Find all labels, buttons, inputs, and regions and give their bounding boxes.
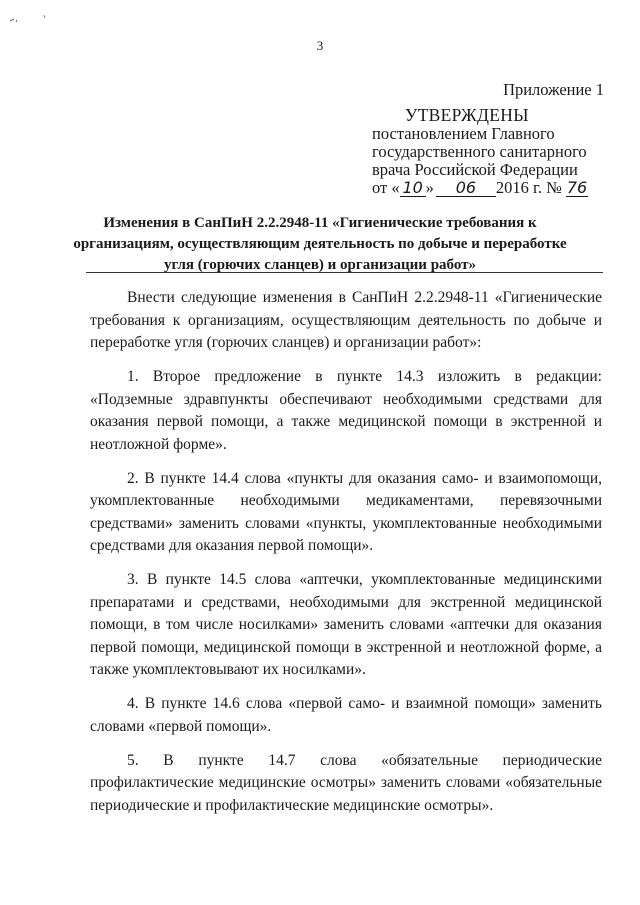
handwritten-number: 76	[566, 178, 588, 197]
approval-line: государственного санитарного	[372, 142, 587, 161]
date-day-suffix: »	[425, 178, 434, 197]
approval-date-line	[372, 179, 612, 197]
approval-line: постановлением Главного	[372, 124, 555, 143]
intro-paragraph: Внести следующие изменения в СанПиН 2.2.2948-11 «Гигиенические требования к организациям, осуществляющим деятельность по добыче и переработке угля (горючих сланцев) и организации работ»:	[90, 289, 602, 351]
title-divider	[86, 272, 603, 273]
date-year-text: 2016 г. №	[495, 178, 562, 197]
amendment-paragraph: 3. В пункте 14.5 слова «аптечки, укомплектованные медицинскими препаратами и средствами, необходимыми для экстренной медицинской помощи, в том числе носилками» заменить словами «аптечки для оказания первой помощи, медицинской помощи в экстренной и неотложной форме, а также укомплектовывают их носилками».	[90, 571, 602, 678]
page-number: 3	[316, 38, 324, 53]
amendment-paragraph: 5. В пункте 14.7 слова «обязательные периодические профилактические медицинские осмотры» заменить словами «обязательные периодические и профилактические медицинские осмотры».	[90, 751, 602, 814]
amendment-paragraph: 2. В пункте 14.4 слова «пункты для оказания само- и взаимопомощи, укомплектованные необходимыми медикаментами, перевязочными средствами» заменить словами «пункты, укомплектованные необходимыми средствами для оказания первой помощи».	[90, 469, 602, 554]
title-line: организациям, осуществляющим деятельность по добыче и переработке	[73, 236, 567, 252]
approval-title: УТВЕРЖДЕНЫ	[405, 105, 529, 125]
handwritten-day: 10	[400, 179, 426, 197]
approval-line: врача Российской Федерации	[372, 160, 578, 179]
date-prefix: от «	[372, 178, 400, 197]
approval-block	[372, 105, 612, 197]
document-title	[0, 213, 640, 276]
appendix-label: Приложение 1	[503, 80, 604, 99]
handwritten-month: 06	[436, 179, 496, 197]
scan-mark	[8, 12, 48, 24]
amendment-paragraph: 4. В пункте 14.6 слова «первой само- и взаимной помощи» заменить словами «первой помощи».	[90, 695, 602, 735]
document-body	[90, 287, 602, 829]
amendment-paragraph: 1. Второе предложение в пункте 14.3 изложить в редакции: «Подземные здравпункты обеспечивают необходимыми средствами для оказания первой помощи, а также медицинской помощи в экстренной и неотложной форме».	[90, 368, 602, 453]
title-line: угля (горючих сланцев) и организации работ»	[163, 257, 477, 273]
title-line: Изменения в СанПиН 2.2.2948-11 «Гигиенические требования к	[103, 215, 537, 231]
